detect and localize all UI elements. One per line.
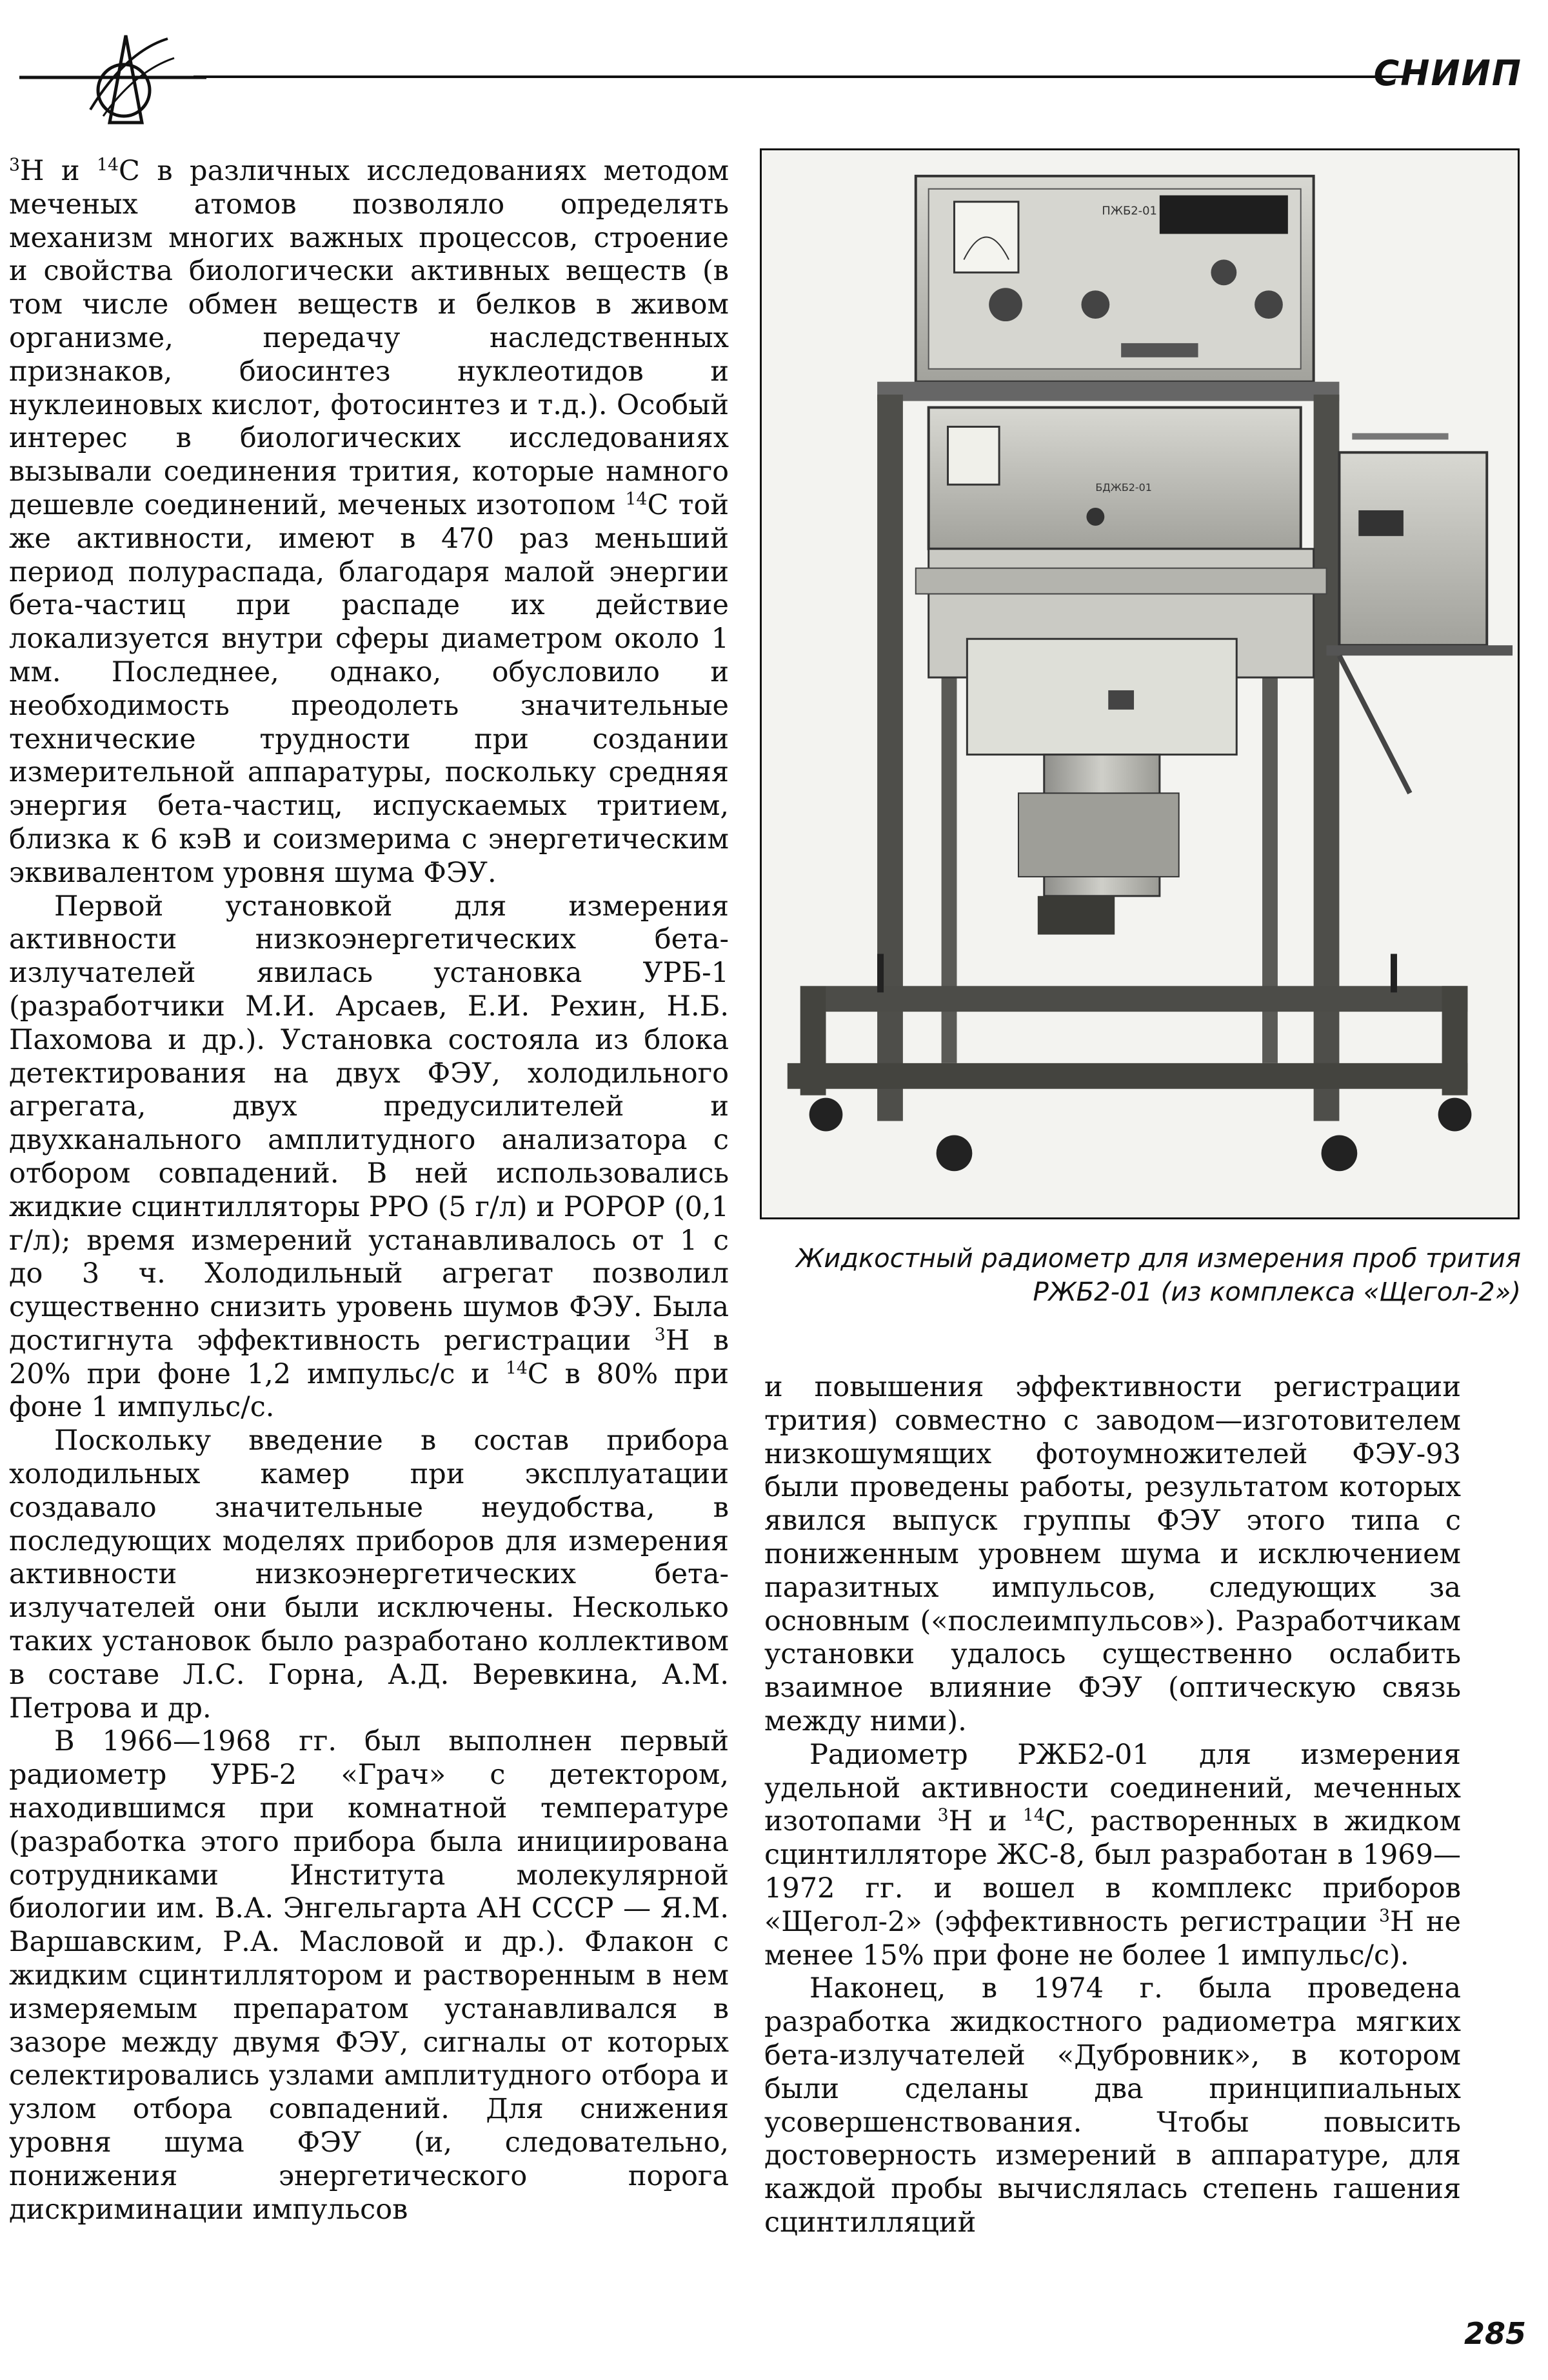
top-unit-instrument (916, 176, 1314, 382)
paragraph (9, 155, 729, 890)
text-run: Наконец, в 1974 г. была проведена разработка жидкостного радиометра мягких бета-излучателей «Дубровник», в котором были сделаны два принципиальных усовершенствования. Чтобы повысить достоверность измерений в аппаратуре, для каждой пробы вычислялась степень гашения сцинтилляций (764, 1972, 1461, 2239)
top-unit-label: ПЖБ2-01 (1102, 204, 1157, 218)
superscript: 3 (9, 155, 20, 175)
text-run: Н не менее 15% при фоне не более 1 импульс/с). (764, 1905, 1461, 1972)
device-photo (760, 148, 1520, 1219)
text-run: Поскольку введение в состав прибора холодильных камер при эксплуатации создавало значительные неудобства, в последующих моделях приборов для измерения активности низкоэнергетических бета-излучателей они были исключены. Несколько таких установок было разработано коллективом в составе Л.С. Горна, А.Д. Веревкина, А.М. Петрова и др. (9, 1425, 729, 1725)
text-run: С той же активности, имеют в 470 раз меньший период полураспада, благодаря малой энергии бета-частиц при распаде их действие локализуется внутри сферы диаметром около 1 мм. Последнее, однако, обусловило и необходимость преодолеть значительные технические трудности при создании измерительной аппаратуры, поскольку средняя энергия бета-частиц, испускаемых тритием, близка к 6 кэВ и соизмерима с энергетическим эквивалентом уровня шума ФЭУ. (9, 488, 729, 889)
running-header-title: СНИИП (1373, 53, 1522, 94)
paragraph (9, 1725, 729, 2226)
paragraph (9, 890, 729, 1425)
superscript: 3 (654, 1325, 666, 1345)
right-text-column (764, 1371, 1461, 2268)
figure-caption (729, 1242, 1521, 1309)
text-run: В 1966—1968 гг. был выполнен первый радиометр УРБ-2 «Грач» с детектором, находившимся при комнатной температуре (разработка этого прибора была инициирована сотрудниками Института молекулярной биологии им. В.А. Энгельгарта АН СССР — Я.М. Варшавским, Р.А. Масловой и др.). Флакон с жидким сцинтиллятором и растворенным в нем измеряемым препаратом устанавливался в зазоре между двумя ФЭУ, сигналы от которых селектировались узлами амплитудного отбора и узлом отбора совпадений. Для снижения уровня шума ФЭУ (и, следовательно, понижения энергетического порога дискриминации импульсов (9, 1725, 729, 2226)
superscript: 14 (97, 155, 119, 175)
text-run: Н и (948, 1805, 1023, 1838)
header-rule (194, 75, 1406, 78)
superscript: 14 (625, 489, 648, 510)
paragraph (764, 1371, 1461, 1739)
text-run: С в различных исследованиях методом меченых атомов позволяло определять механизм многих важных процессов, строение и свойства биологически активных веществ (в том числе обмен веществ и белков в живом организме, передачу наследственных признаков, биосинтез нуклеотидов и нуклеиновых кислот, фотосинтез и т.д.). Особый интерес в биологических исследованиях вызывали соединения трития, которые намного дешевле соединений, меченых изотопом (9, 155, 729, 521)
text-run: и повышения эффективности регистрации трития) совместно с заводом—изготовителем низкошумящих фотоумножителей ФЭУ-93 были проведены работы, результатом которых явился выпуск группы ФЭУ этого типа с пониженным уровнем шума и исключением паразитных импульсов, следующих за основным («послеимпульсов»). Разработчикам установки удалось существенно ослабить взаимное влияние ФЭУ (оптическую связь между ними). (764, 1371, 1461, 1737)
left-text-column (9, 155, 729, 2284)
publisher-logo-icon (13, 26, 219, 129)
text-run: Первой установкой для измерения активности низкоэнергетических бета-излучателей явилась установка УРБ-1 (разработчики М.И. Арсаев, Е.И. Рехин, Н.Б. Пахомова и др.). Установка состояла из блока детектирования на двух ФЭУ, холодильного агрегата, двух предусилителей и двухканального амплитудного анализатора с отбором совпадений. В ней использовались жидкие сцинтилляторы РРО (5 г/л) и РОРОР (0,1 г/л); время измерений устанавливалось от 1 с до 3 ч. Холодильный агрегат позволил существенно снизить уровень шумов ФЭУ. Была достигнута эффективность регистрации (9, 890, 729, 1357)
figure-caption-line-2: РЖБ2-01 (из комплекса «Щегол-2») (1033, 1277, 1521, 1307)
text-run: Н в 20% при фоне 1,2 импульс/с и (9, 1324, 729, 1390)
text-run: С, растворенных в жидком сцинтилляторе ЖС-8, был разработан в 1969—1972 гг. и вошел в комплекс приборов «Щегол-2» (эффективность регистрации (764, 1805, 1461, 1938)
text-run: Н и (19, 155, 97, 187)
superscript: 14 (1022, 1805, 1045, 1826)
superscript: 14 (505, 1358, 528, 1379)
superscript: 3 (937, 1805, 949, 1826)
page-number: 285 (1464, 2316, 1526, 2351)
text-run: Радиометр РЖБ2-01 для измерения удельной активности соединений, меченных изотопами (764, 1738, 1461, 1838)
text-run: С в 80% при фоне 1 импульс/с. (9, 1357, 729, 1424)
superscript: 3 (1379, 1906, 1391, 1926)
paragraph (764, 1739, 1461, 1973)
figure-caption-line-1: Жидкостный радиометр для измерения проб трития (796, 1244, 1521, 1274)
middle-unit-label: БДЖБ2-01 (1095, 481, 1152, 494)
paragraph (9, 1425, 729, 1725)
paragraph (764, 1972, 1461, 2239)
